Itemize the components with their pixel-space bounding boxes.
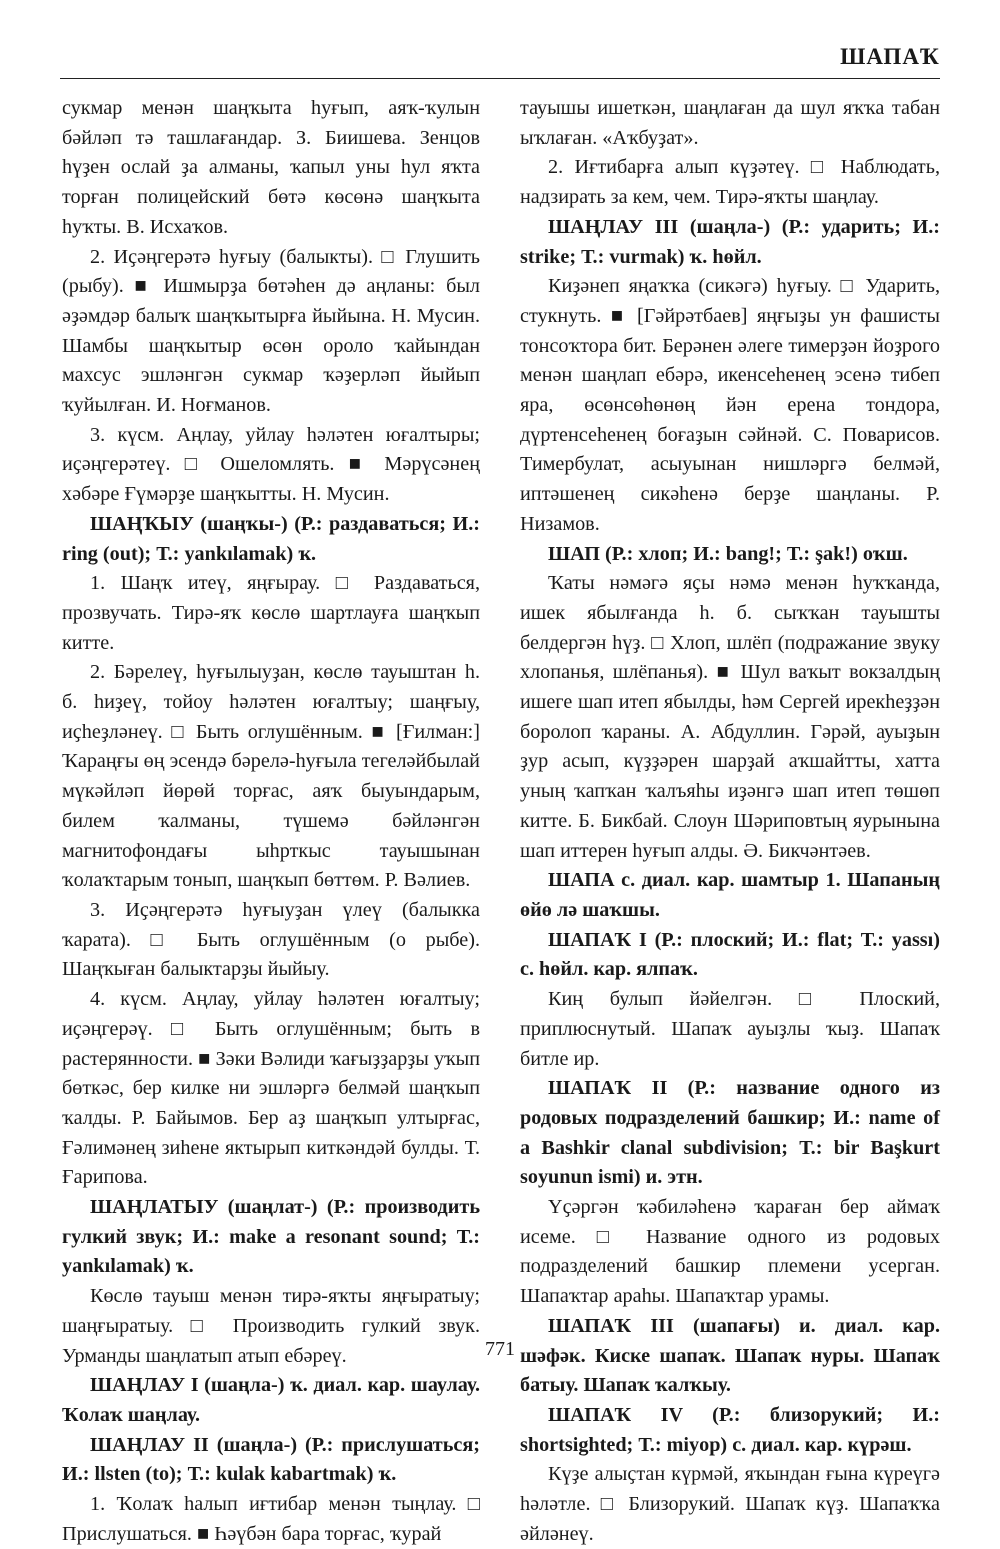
headword-entry: ШАПА с. диал. кар. шамтыр 1. Шапаның өйө лә шаҡшы. [520,869,940,921]
entry-paragraph: 1. Шаңҡ итеү, яңғырау. □ Раздаваться, прозвучать. Тирә-яҡ көслө шартлауға шаңҡып китте. [62,572,480,654]
entry-paragraph: 2. Бәрелеү, һуғылыуҙан, көслө тауыштан һ. б. һиҙеү, тойоу һәләтен юғалтыу; шаңғыу, иҫһеҙләнеү. □ Быть оглушённым. ■ [Ғилман:] Ҡараңғы өң эсендә бәрелә-һуғыла тегеләйбылай мүкәйләп йөрөй торғас, аяҡ быуындарым, билем ҡалманы, түшемә бәйләнгән магнитофондағы ыһрткыс тауышынан ҡолаҡтарым тонып, шаңҡып бөттөм. Р. Вәлиев. [62,661,480,892]
entry-paragraph: 2. Иҫәңгерәтә һуғыу (балыкты). □ Глушить (рыбу). ■ Ишмырҙа бөтәһен дә аңланы: был әҙәмдәр балыҡ шаңҡытырға йыйына. Н. Мусин. Шамбы шаңҡытыр өсөн ороло ҡайындан махсус эшләнгән сукмар ҡәҙерләп йыйып ҡуйылған. И. Ноғманов. [62,245,480,417]
header-divider [60,78,940,79]
left-column [62,94,480,1549]
entry-paragraph: 1. Ҡолаҡ һалып иғтибар менән тыңлау. □ Прислушаться. ■ Һәүбән бара торғас, ҡурай [62,1493,480,1545]
entry-paragraph: сукмар менән шаңҡыта һуғып, аяҡ-ҡулын бәйләп тә ташлағандар. З. Биишева. Зенцов һүҙен ослай ҙа алманы, ҡапыл уны һул яҡта торған полицейский бөтә көсөнә шаңҡыта һуҡты. В. Исхаҡов. [62,97,480,238]
headword-entry: ШАП (Р.: хлоп; И.: bang!; Т.: şak!) оҡш. [548,542,908,565]
entry-paragraph: 3. Иҫәңгерәтә һуғыуҙан үлеү (балыкка ҡарата). □ Быть оглушённым (о рыбе). Шаңҡыған балыктарҙы йыйыу. [62,898,480,981]
entry-paragraph: Күҙе алыҫтан күрмәй, яҡындан ғына күреүгә һәләтле. □ Близорукий. Шапаҡ күҙ. Шапаҡҡа әйләнеү. [520,1463,940,1545]
entry-paragraph: тауышы ишеткән, шаңлаған да шул яҡҡа табан ыҡлаған. «Аҡбуҙат». [520,97,940,149]
entry-paragraph: Ҡаты нәмәгә яҫы нәмә менән һуҡҡанда, ишек ябылғанда һ. б. сыҡҡан тауышты белдергән һүҙ. □ Хлоп, шлёп (подражание звуку хлопанья, шлёпанья). ■ Шул ваҡыт вокзалдың ишеге шап итеп ябылды, һәм Сергей ирекһеҙҙән боролоп ҡараны. А. Абдуллин. Гәрәй, ауыҙын ҙур асып, күҙҙәрен шарҙай аҡшайтты, хатта уның ҡапҡан ҡалъяһы иҙәнгә шап итеп төшөп китте. Б. Бикбай. Слоун Шәриповтың яурынына шап иттерен һуғып алды. Ә. Бикчәнтәев. [520,572,940,862]
right-column [520,94,940,1549]
headword-entry: ШАПАҠ III (шапағы) и. диал. кар. шәфәк. Киске шапаҡ. Шапаҡ нуры. Шапаҡ батыу. Шапаҡ ҡалҡыу. [520,1314,940,1397]
headword-entry: ШАҢҠЫУ (шаңҡы-) (Р.: раздаваться; И.: ring (out); Т.: yankılamak) ҡ. [62,512,480,565]
running-head: ШАПАҠ [840,44,940,69]
entry-paragraph: Үҫәргән ҡәбиләһенә ҡараған бер аймаҡ исеме. □ Название одного из родовых подразделений башкир племени усерган. Шапаҡтар араһы. Шапаҡтар урамы. [520,1196,940,1308]
headword-entry: ШАПАҠ IV (Р.: близорукий; И.: shortsighted; Т.: miyop) с. диал. кар. күрәш. [520,1403,940,1456]
entry-paragraph: Киң булып йәйелгән. □ Плоский, приплюснутый. Шапаҡ ауыҙлы ҡыҙ. Шапаҡ битле ир. [520,988,940,1070]
headword-entry: ШАҢЛАУ II (шаңла-) (Р.: прислушаться; И.: llsten (to); Т.: kulak kabartmak) ҡ. [62,1433,480,1486]
headword-entry: ШАПАҠ II (Р.: название одного из родовых подразделений башкир; И.: name of a Bashkir clanal subdivision; Т.: bir Başkurt soyunun ismi) и. этн. [520,1077,940,1189]
entry-paragraph: 3. күсм. Аңлау, уйлау һәләтен юғалтыры; иҫәңгерәтеү. □ Ошеломлять. ■ Мәрүсәнең хәбәре Ғүмәрҙе шаңҡытты. Н. Мусин. [62,423,480,506]
headword-entry: ШАҢЛАУ III (шаңла-) (Р.: ударить; И.: strike; Т.: vurmak) ҡ. һөйл. [520,215,940,268]
entry-paragraph: 2. Иғтибарға алып күҙәтеү. □ Наблюдать, надзирать за кем, чем. Тирә-яҡты шаңлау. [520,156,940,209]
headword-entry: ШАҢЛАУ I (шаңла-) ҡ. диал. кар. шаулау. Ҡолаҡ шаңлау. [62,1374,480,1426]
entry-paragraph: Көслө тауыш менән тирә-яҡты яңғыратыу; шаңғыратыу. □ Производить гулкий звук. Урманды шаңлатып атып ебәреү. [62,1285,480,1367]
headword-entry: ШАҢЛАТЫУ (шаңлат-) (Р.: производить гулкий звук; И.: make a resonant sound; Т.: yankılamak) ҡ. [62,1196,480,1278]
page-number: 771 [485,1338,515,1360]
entry-paragraph: 4. күсм. Аңлау, уйлау һәләтен юғалтыу; иҫәңгерәү. □ Быть оглушённым; быть в растерянности. ■ Зәки Вәлиди ҡағыҙҙарҙы уҡып бөткәс, бер килке ни эшләргә белмәй шаңҡып ҡалды. Р. Байымов. Бер аҙ шаңҡып ултырғас, Ғәлимәнең зиһене яктырып киткәндәй булды. Т. Ғарипова. [62,988,480,1189]
headword-entry: ШАПАҠ I (Р.: плоский; И.: flat; Т.: yassı) с. һөйл. кар. ялпаҡ. [520,928,940,981]
entry-paragraph: Киҙәнеп яңаҡҡа (сикәгә) һуғыу. □ Ударить, стукнуть. ■ [Гәйрәтбаев] яңғыҙы ун фашисты тонсоҡтора бит. Берәнен әлеге тимерҙән йоҙрого менән шаңлап ебәрә, икенсеһенең эсенә тибеп яра, өсөнсөһөнөң йән ерена тондора, дүртенсеһенең боғаҙын сәйнәй. С. Поварисов. Тимербулат, асыуынан нишләргә белмәй, иптәшенең сикәһенә берҙе шаңланы. Р. Низамов. [520,275,940,535]
